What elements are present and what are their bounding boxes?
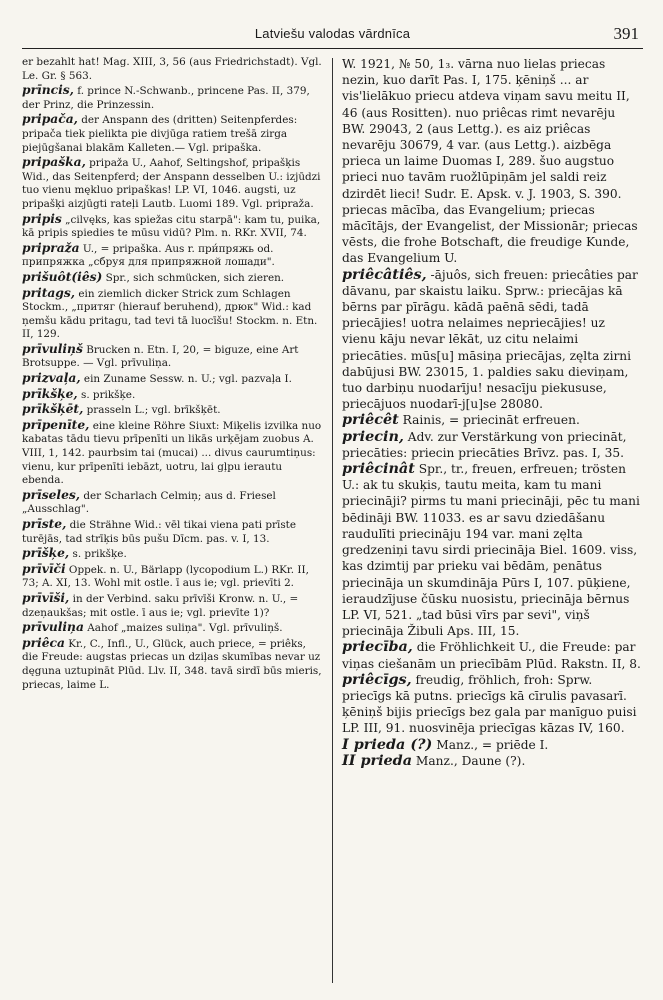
dictionary-entry (22, 371, 322, 387)
entry-headword: prīncis, (22, 82, 74, 98)
entry-headword: prīkšķēt, (22, 401, 84, 417)
entry-text: freudig, fröhlich, froh: Sprw. priecīgs kā putns. priecīgs kā cīrulis pavasarī. ķēniņš bijis priecīgs bez gala par manīguo puisi LP. III, 91. nuosvinēja priecīgas kāzas IV, 160. (342, 672, 641, 736)
dictionary-entry (22, 83, 322, 112)
entry-text: s. prikšķe. (69, 548, 127, 561)
entry-headword: prīšķe, (22, 545, 70, 561)
dictionary-entry (22, 241, 322, 270)
dictionary-entry (342, 461, 642, 639)
dictionary-entry (22, 546, 322, 562)
entry-text: der Anspann des (dritten) Seitenpferdes: pripača tiek pielikta pie divjūga ratiem trešā zirga piejūgšanai blakām Kalleten.— Vgl. pripaška. (22, 114, 301, 154)
entry-text: Oppek. n. U., Bärlapp (lycopodium L.) RKr. II, 73; A. XI, 13. Wohl mit ostle. ī aus ie; vgl. prievīti 2. (22, 563, 313, 590)
entry-headword: prīseles, (22, 486, 81, 502)
dictionary-entry (22, 591, 322, 620)
dictionary-entry (22, 620, 322, 636)
dictionary-entry (342, 412, 642, 428)
entry-headword: prišuôt(iês) (22, 268, 103, 284)
entry-headword: pritags, (22, 284, 76, 300)
entry-headword: priêcêt (342, 411, 399, 429)
dictionary-entry (22, 56, 326, 83)
entry-headword: prizvaļa, (22, 370, 81, 386)
left-column (22, 56, 326, 986)
entry-headword: prīste, (22, 516, 67, 531)
dictionary-entry (342, 639, 642, 671)
dictionary-entry (22, 155, 322, 211)
dictionary-entry (342, 672, 642, 737)
entry-text: W. 1921, № 50, 1₃. vārna nuo lielas priecas nezin, kuo darīt Pas. I, 175. ķēniņš ... ar vis'lielākuo priecu atdeva viņam savu meitu II, 46 (aus Rositten). nuo priêcas rimt nevarēju BW. 29043, 2 (aus Lettg.). es aiz priêcas nevarēju 30679, 4 var. (aus Lettg.). aizbēga prieca un laime Duomas I, 289. šuo augstuo prieci nuo tavām ruožlūpiņām jel saldi reiz dzirdēt lieci! Sudr. E. Apsk. v. J. 1903, S. 390. priecas mācība, das Evangelium; priecas mācītājs, der Evangelist, der Missionār; priecas vēsts, die frohe Botschaft, die freudige Kunde, das Evangelium U. (342, 57, 642, 266)
page-number: 391 (613, 24, 639, 43)
entry-text: Aahof „maizes suliņa". Vgl. prīvuliņš. (83, 622, 283, 635)
entry-text: eine kleine Röhre Siuxt: Miķelis izvilka nuo kabatas tādu tievu prīpenīti un likās urķējam zuobus A. VIII, 1, 142. paurbsim tai (mucai) ... divus caurumtiņus: vienu, kur prīpenīti iebāzt, uotru, lai gļpu ierautu ebenda. (22, 419, 325, 487)
entry-text: prasseln L.; vgl. brīkšķēt. (83, 404, 221, 417)
dictionary-entry (22, 517, 322, 546)
dictionary-entry (342, 267, 642, 413)
entry-headword: prīvuliņš (22, 340, 83, 356)
entry-text: s. prikšķe. (77, 388, 136, 401)
entry-text: -ājuôs, sich freuen: priecâties par dāvanu, par skaistu laiku. Sprw.: priecājas kā bērns par pīrāgu. kādā paēnā sēdi, tadā priecājies! uotra nelaimes nepriecājies! uz vienu kāju nevar lēkāt, uz citu nelaimi priecāties. mūs[u] māsiņa priecājas, zęlta zirni dabūjusi BW. 23015, 1. paldies saku dieviņam, tuo darbiņu nuodarīju! nesacīju piekususe, priecājuos nuodarī-j[u]se 28080. (342, 267, 642, 412)
dictionary-entry (342, 56, 642, 267)
dictionary-entry (22, 286, 322, 342)
dictionary-entry (22, 402, 322, 418)
dictionary-entry (342, 737, 642, 753)
page-header (22, 22, 643, 49)
entry-text: in der Verbind. saku prīvīši Kronw. n. U., = dzeņaukšas; mit ostle. ī aus ie; vgl. prievīte 1)? (22, 592, 302, 619)
dictionary-entry (22, 634, 325, 692)
entry-headword: priêcâtiês, (342, 265, 427, 283)
entry-text: Manz., Daune (?). (412, 753, 526, 768)
entry-text: die Strähne Wid.: vēl tikai viena pati prīste turējās, tad strīķis būs pušu Dīcm. pas. v. I, 13. (22, 519, 300, 545)
entry-headword: priecība, (342, 638, 413, 656)
dictionary-entry (22, 562, 322, 591)
dictionary-entry (22, 416, 325, 488)
entry-text: Brucken n. Etn. I, 20, = biguze, eine Art Brotsuppe. — Vgl. prīvuliņa. (22, 343, 302, 370)
dictionary-entry (22, 212, 322, 241)
entry-text: der Scharlach Celmiņ; aus d. Friesel „Ausschlag". (22, 489, 280, 516)
entry-headword: pripis (22, 210, 62, 226)
entry-text: er bezahlt hat! Mag. XIII, 3, 56 (aus Friedrichstadt). Vgl. Le. Gr. § 563. (22, 56, 326, 82)
entry-headword: pripaška, (22, 154, 86, 170)
entry-text: Spr., sich schmücken, sich zieren. (102, 271, 285, 284)
dictionary-entry (22, 112, 322, 155)
entry-headword: prīkšķe, (22, 385, 78, 401)
entry-text: pripaža U., Aahof, Seltingshof, pripašķis Wid., das Seitenpferd; der Anspann desselben U.: izjūdzi tuo vienu mękluo pripaškas! LP. VI, 1046. augsti, uz pripašķi aizjūgti rateļi Lautb. Luomi 189. Vgl. pripraža. (22, 157, 324, 210)
dictionary-entry (22, 270, 322, 286)
running-title: Latviešu valodas vārdnīca (254, 26, 411, 41)
entry-headword: II prieda (342, 751, 413, 769)
entry-headword: prīvuliņa (22, 619, 84, 635)
entry-text: Spr., tr., freuen, erfreuen; trösten U.: ak tu skuķis, tautu meita, kam tu mani priecināji? pirms tu mani priecināji, pēc tu mani bēdināji BW. 11033. es ar savu dziedāšanu raudulīti priecināju 194 var. mani zęlta gredzeniņi tavu sirdi priecināja Biel. 1609. viss, kas dzimtij par prieku vai bēdām, penātus priecināja un skumdināja Pūrs I, 107. pūķiene, ieraudzījuse čūsku nuosistu, priecināja bērnus LP. VI, 521. „tad būsi vīrs par sevi", viņš priecināja Žibuli Aps. III, 15. (342, 462, 644, 639)
entry-text: f. prince N.-Schwanb., princene Pas. II, 379, der Prinz, die Prinzessin. (22, 85, 314, 111)
entry-text: Kr., C., Infl., U., Glück, auch priece, = priêks, die Freude: augstas priecas un dziļas skumības nevar uz dęguna uztupināt Plūd. Llv. II, 348. tavā sirdī būs mieris, priecas, laime L. (22, 637, 325, 691)
entry-headword: priêcinât (342, 460, 415, 478)
entry-text: Adv. zur Verstärkung von priecināt, priecāties: priecin priecāties Brīvz. pas. I, 35. (342, 429, 631, 460)
dictionary-entry (22, 387, 322, 403)
entry-headword: I prieda (?) (342, 735, 433, 753)
column-divider (332, 58, 333, 983)
dictionary-entry (342, 429, 642, 461)
entry-text: U., = pripaška. Aus r. при́пряжь od. припряжка „сбруя для припряжной лошади". (22, 242, 277, 269)
entry-text: Rainis, = priecināt erfreuen. (398, 413, 580, 428)
entry-headword: pripača, (22, 111, 78, 127)
entry-headword: priecin, (342, 427, 404, 445)
entry-headword: prīvīši, (22, 589, 70, 605)
dictionary-entry (22, 342, 322, 371)
entry-headword: pripraža (22, 239, 80, 255)
right-column (342, 56, 642, 986)
entry-text: die Fröhlichkeit U., die Freude: par viņas ciešanām un priecībām Plūd. Rakstn. II, 8. (342, 640, 641, 671)
dictionary-entry (342, 753, 642, 769)
entry-text: ein ziemlich dicker Strick zum Schlagen Stockm., „притяг (hierauf beruhend), дрюк" Wid.: kad ņemšu kādu pritagu, tad tevi tā luocīšu! Stockm. n. Etn. II, 129. (22, 287, 321, 341)
entry-headword: priêcīgs, (342, 670, 412, 688)
entry-headword: prīpenīte, (22, 416, 90, 432)
dictionary-entry (22, 488, 322, 517)
entry-text: „cilvęks, kas spiežas citu starpā": kam tu, puika, kā pripis spiedies te mūsu vidū? Plm. n. RKr. XVII, 74. (22, 213, 324, 240)
entry-headword: prīvīči (22, 560, 66, 576)
entry-text: ein Zuname Sessw. n. U.; vgl. pazvaļa I. (80, 373, 292, 386)
entry-headword: priêca (22, 634, 65, 650)
entry-text: Manz., = priēde I. (432, 737, 549, 752)
